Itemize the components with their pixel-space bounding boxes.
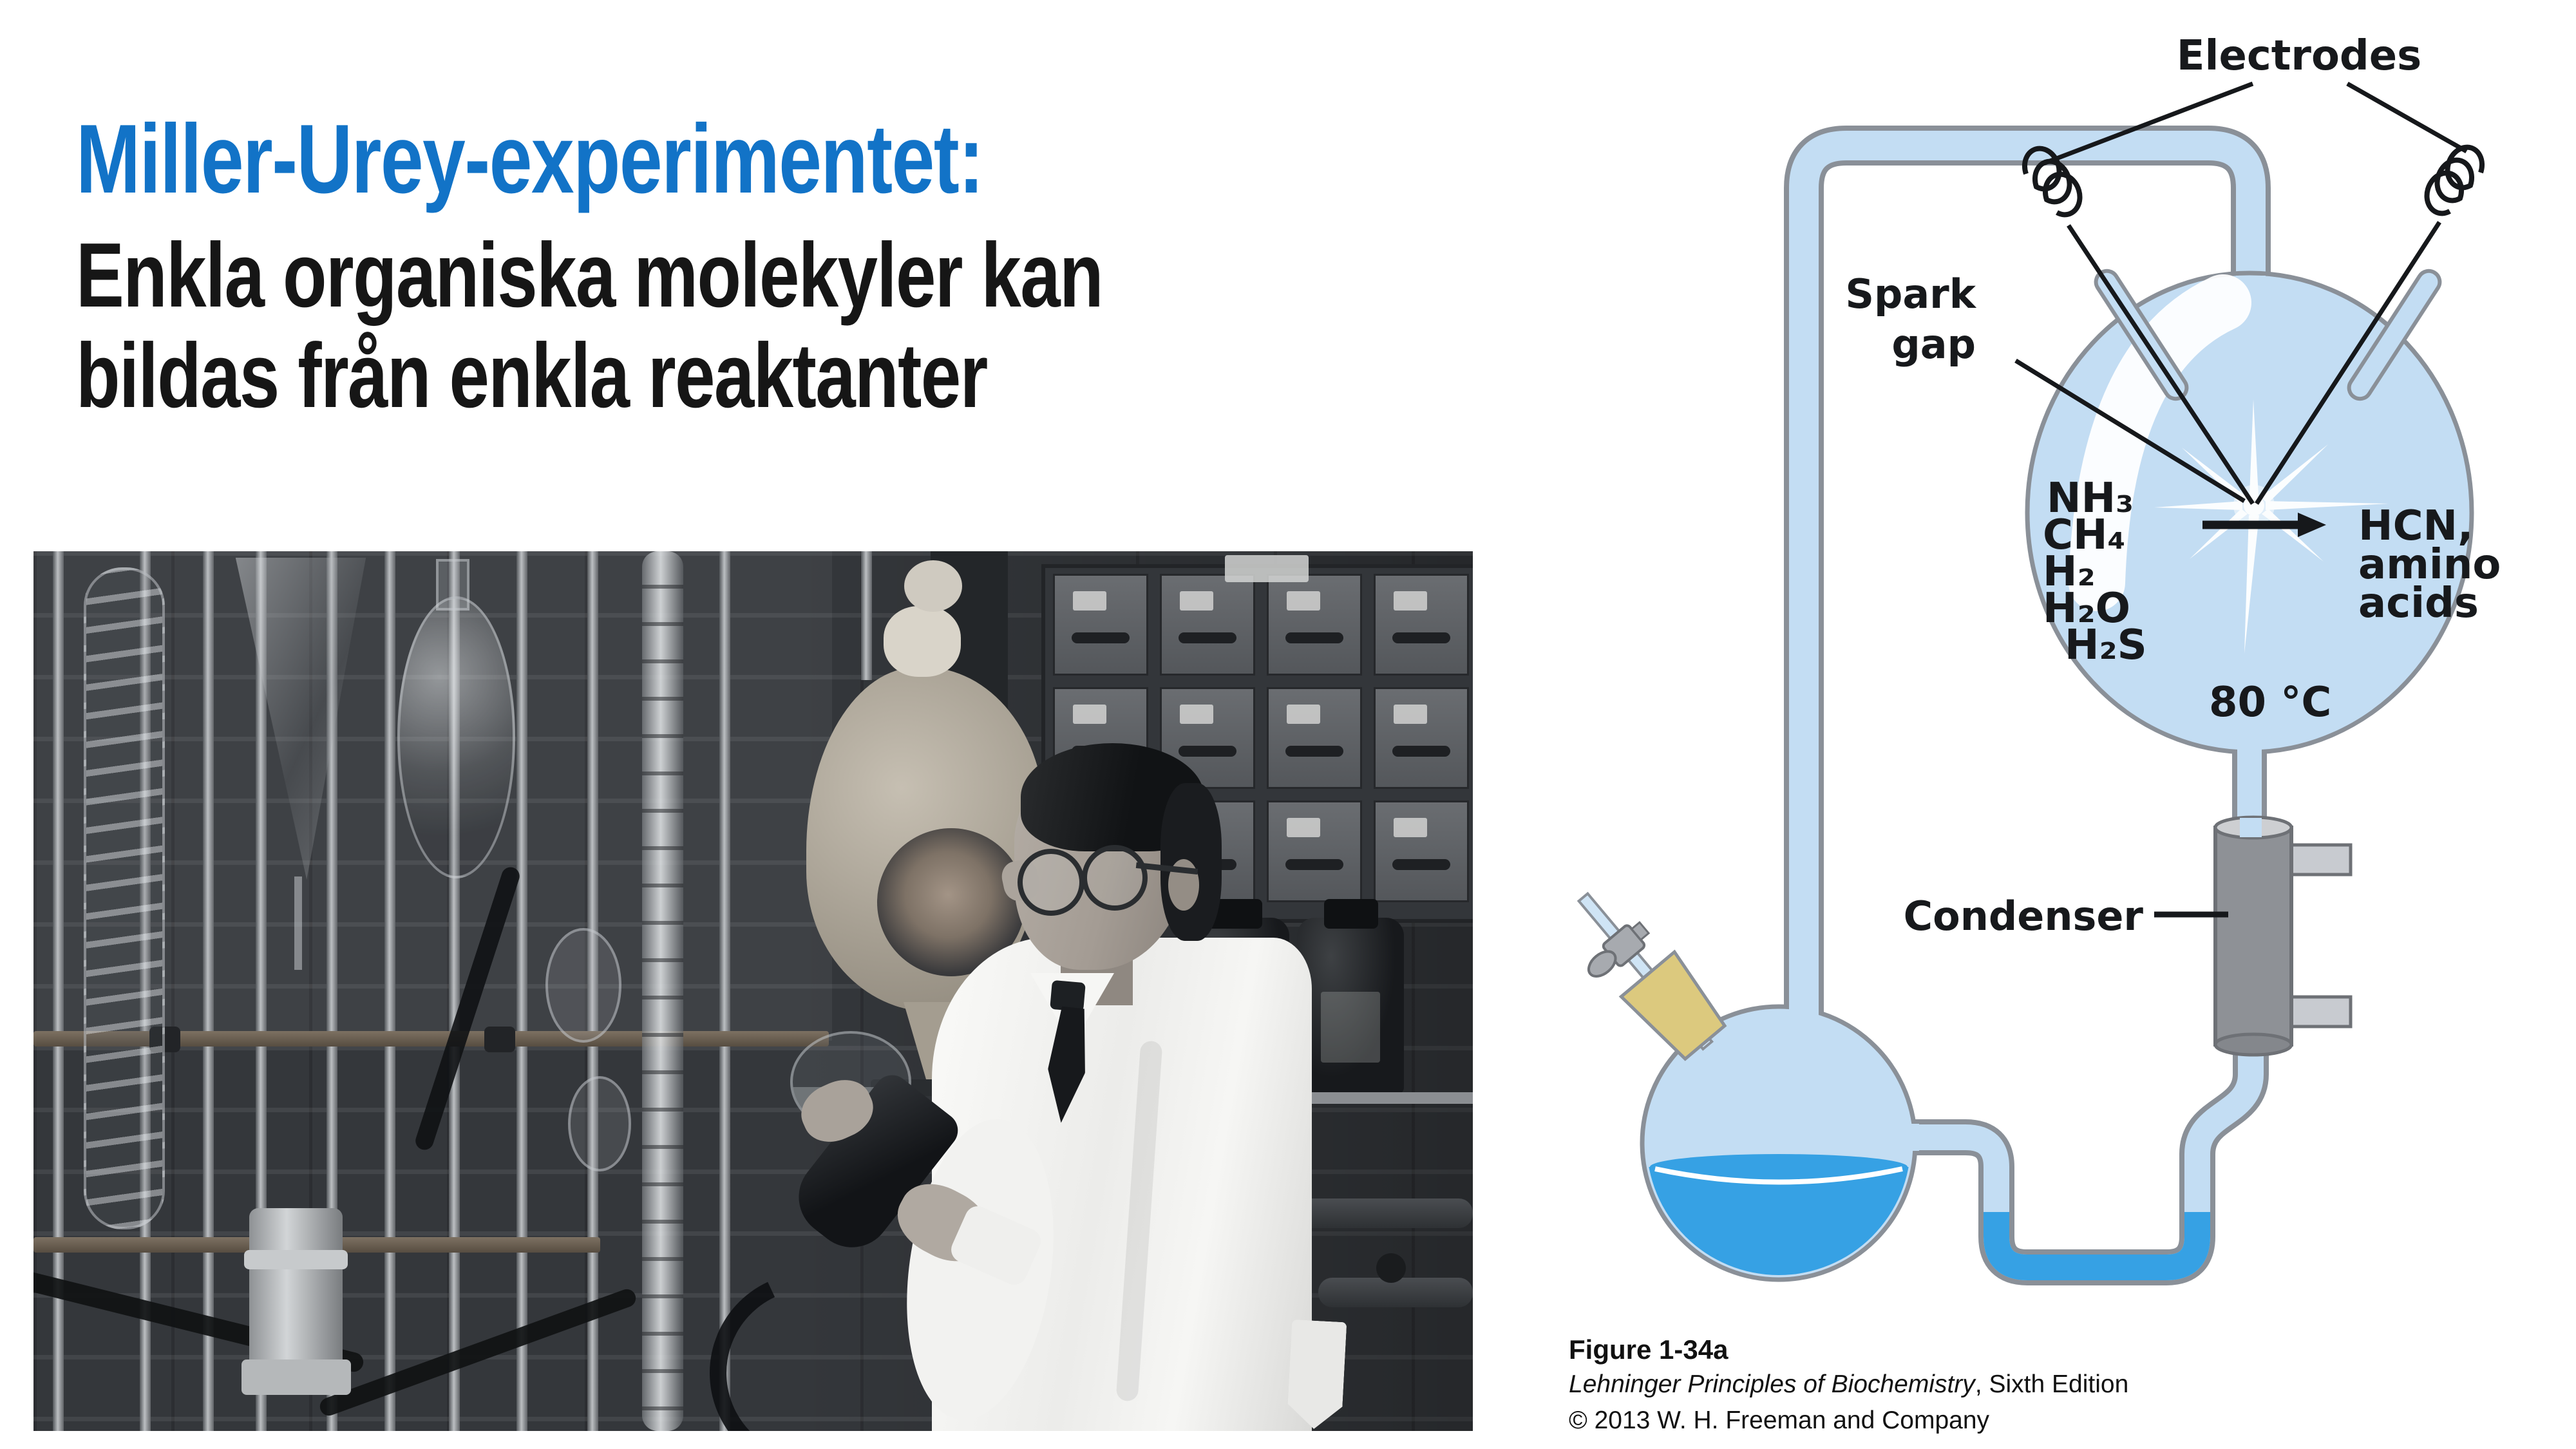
cabinet-drawer	[1160, 574, 1255, 676]
label-product-acids: acids	[2358, 580, 2479, 627]
electrodes-leader-right	[2347, 84, 2467, 151]
glass-bulb	[545, 928, 621, 1043]
cabinet-drawer	[1267, 574, 1362, 676]
boiling-flask-neck-junction	[1789, 999, 1819, 1074]
slide-subtitle	[76, 225, 1376, 426]
label-spark-line2: gap	[1891, 321, 1976, 368]
condenser-port-upper	[2286, 845, 2351, 875]
cylinder-collar	[244, 1250, 348, 1269]
glasses-lens-back	[1082, 845, 1148, 911]
label-gas-h2s: H₂S	[2065, 621, 2147, 669]
label-gas-h2: H₂	[2043, 548, 2096, 596]
u-trap-liquid	[1996, 1212, 2197, 1267]
label-product-hcn: HCN,	[2358, 502, 2474, 550]
book-title: Lehninger Principles of Biochemistry	[1569, 1370, 1975, 1398]
metal-rod	[384, 551, 395, 1431]
metal-rod	[719, 551, 730, 1431]
label-gas-ch4: CH₄	[2043, 511, 2126, 559]
funnel-stem	[294, 876, 302, 970]
label-sticker	[1225, 555, 1309, 582]
cabinet-drawer	[1374, 800, 1469, 902]
subtitle-line-2: bildas från enkla reaktanter	[76, 325, 987, 428]
stanley-miller-lab-photo	[33, 551, 1473, 1431]
figure-caption-source	[1569, 1370, 2128, 1399]
label-condenser: Condenser	[1903, 893, 2143, 940]
label-electrodes: Electrodes	[2176, 32, 2422, 80]
condenser-inlet	[2240, 818, 2262, 837]
label-gas-h2o: H₂O	[2043, 585, 2130, 632]
clamp	[484, 1027, 515, 1052]
round-flask	[397, 596, 515, 878]
condenser-body	[2215, 828, 2291, 1045]
slide-title	[76, 103, 1224, 216]
cabinet-drawer	[1374, 687, 1469, 789]
condenser-port-lower	[2286, 997, 2351, 1027]
cabinet-drawer	[1053, 574, 1148, 676]
buret-ticks	[642, 551, 683, 1431]
metal-rod	[861, 551, 872, 680]
label-product-amino: amino	[2358, 541, 2501, 589]
subtitle-line-1: Enkla organiska molekyler kan	[76, 224, 1103, 327]
bottle-cap	[1324, 899, 1378, 929]
pipe-valve	[1376, 1253, 1406, 1283]
miller-urey-apparatus-diagram	[1546, 0, 2576, 1449]
metal-rod	[516, 551, 527, 1431]
glass-bulb	[568, 1076, 631, 1171]
condenser-bottom-cap	[2215, 1034, 2291, 1055]
insulation-wrap	[884, 606, 961, 677]
reagent-bottle	[1297, 918, 1404, 1094]
boiling-flask-arm-junction	[1883, 1124, 1919, 1151]
cabinet-drawer	[1267, 800, 1362, 902]
electrode-coil-right	[2427, 147, 2482, 214]
label-gas-nh3: NH₃	[2047, 475, 2134, 522]
figure-caption-number: Figure 1-34a	[1569, 1334, 1728, 1365]
flask-neck	[436, 559, 469, 611]
glasses-lens-front	[1018, 849, 1084, 916]
label-spark-line1: Spark	[1845, 270, 1976, 317]
metal-rod	[203, 551, 214, 1431]
figure-caption-copyright: © 2013 W. H. Freeman and Company	[1569, 1406, 1990, 1434]
book-edition: , Sixth Edition	[1975, 1370, 2129, 1398]
stopper-assembly	[1549, 875, 1734, 1074]
slide-title-text: Miller-Urey-experimentet:	[76, 104, 983, 214]
cabinet-drawer	[1267, 687, 1362, 789]
cylinder-flange	[242, 1359, 351, 1395]
coil-condenser-column	[84, 567, 165, 1229]
insulation-top	[904, 560, 962, 612]
label-temperature: 80 °C	[2209, 679, 2332, 726]
cabinet-drawer	[1374, 574, 1469, 676]
